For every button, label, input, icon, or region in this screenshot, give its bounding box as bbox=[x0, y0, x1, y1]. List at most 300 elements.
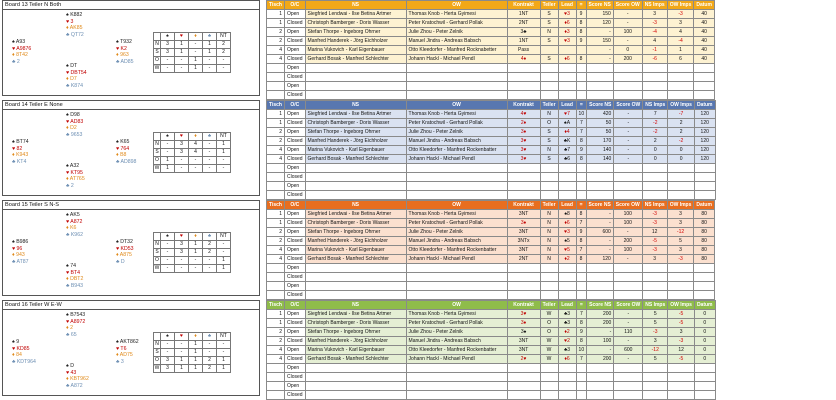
dd-cell: S bbox=[155, 249, 159, 255]
result-cell bbox=[667, 282, 694, 291]
hand-south bbox=[66, 163, 85, 189]
hand-suit-line: ♦ AD75 bbox=[116, 352, 133, 359]
column-header[interactable]: O/C bbox=[284, 101, 305, 110]
result-cell: Manuel Jindra - Andreas Babsch bbox=[406, 137, 507, 146]
result-cell bbox=[540, 82, 558, 91]
result-cell: Closed bbox=[284, 337, 305, 346]
dd-cell: W bbox=[154, 65, 160, 71]
dd-row bbox=[154, 165, 231, 173]
result-cell: Marina Vukovich - Karl Eigenbauer bbox=[305, 146, 406, 155]
column-header[interactable]: O/C bbox=[284, 201, 305, 210]
dd-suit-header: ♥ bbox=[175, 133, 189, 141]
dd-cell: - bbox=[189, 265, 203, 273]
column-header[interactable]: NS bbox=[305, 301, 406, 310]
result-cell: 4 bbox=[267, 146, 285, 155]
result-cell: 2 bbox=[267, 137, 285, 146]
column-header[interactable]: = bbox=[576, 101, 587, 110]
result-cell: - bbox=[613, 37, 642, 46]
result-cell bbox=[267, 373, 285, 382]
result-row[interactable] bbox=[267, 282, 715, 291]
result-cell: S bbox=[540, 137, 558, 146]
result-cell: Johann Hackl - Michael Pendl bbox=[406, 255, 507, 264]
result-cell bbox=[643, 373, 668, 382]
result-cell: Open bbox=[284, 328, 305, 337]
result-row[interactable] bbox=[267, 91, 715, 100]
column-header[interactable]: = bbox=[576, 1, 586, 10]
column-header[interactable]: Kontrakt bbox=[507, 1, 540, 10]
dd-cell: 3 bbox=[175, 149, 189, 157]
hand-suit-line: ♠ BT74 bbox=[12, 139, 29, 145]
result-cell: 3♦ bbox=[507, 128, 540, 137]
column-header[interactable]: Kontrakt bbox=[507, 201, 540, 210]
result-cell: - bbox=[587, 346, 614, 355]
result-row[interactable] bbox=[267, 382, 716, 391]
result-cell bbox=[406, 173, 507, 182]
result-cell: 3♥ bbox=[507, 146, 540, 155]
result-cell bbox=[267, 173, 285, 182]
result-cell: -1 bbox=[642, 46, 667, 55]
result-cell bbox=[613, 64, 642, 73]
dd-cell: - bbox=[175, 349, 189, 357]
result-cell: 40 bbox=[694, 10, 715, 19]
result-cell: Closed bbox=[284, 219, 305, 228]
column-header[interactable]: NS Imps bbox=[643, 101, 668, 110]
column-header[interactable]: NS bbox=[305, 101, 406, 110]
result-cell: 7 bbox=[576, 246, 586, 255]
result-cell: O bbox=[540, 319, 558, 328]
column-header[interactable]: Kontrakt bbox=[507, 101, 540, 110]
result-cell: 1 bbox=[267, 10, 285, 19]
result-row[interactable] bbox=[267, 346, 716, 355]
column-header[interactable]: OW bbox=[406, 101, 507, 110]
column-header[interactable]: O/C bbox=[284, 1, 305, 10]
result-cell bbox=[507, 364, 540, 373]
result-cell bbox=[267, 273, 285, 282]
result-cell: ♦6 bbox=[558, 355, 576, 364]
column-header[interactable]: Lead bbox=[558, 201, 576, 210]
dd-cell: - bbox=[203, 149, 217, 157]
result-cell: 40 bbox=[694, 55, 715, 64]
result-cell: 3 bbox=[642, 255, 667, 264]
dd-row bbox=[154, 249, 231, 257]
result-cell: ♣3 bbox=[558, 310, 576, 319]
result-row[interactable] bbox=[267, 337, 716, 346]
result-cell: 5 bbox=[643, 310, 668, 319]
result-cell bbox=[558, 64, 576, 73]
result-cell: Stefan Thorpe - Ingeborg Ohrner bbox=[305, 328, 406, 337]
result-cell bbox=[643, 364, 668, 373]
result-cell: - bbox=[614, 155, 643, 164]
column-header[interactable]: Tisch bbox=[267, 301, 285, 310]
dd-cell: O bbox=[155, 357, 159, 363]
result-row[interactable] bbox=[267, 28, 715, 37]
dd-cell: 1 bbox=[189, 241, 203, 249]
result-row[interactable] bbox=[267, 182, 716, 191]
board-section bbox=[0, 200, 836, 296]
hand-suit-line: ♦ K943 bbox=[12, 152, 29, 159]
results-table bbox=[266, 100, 716, 200]
hand-south bbox=[66, 263, 83, 289]
column-header[interactable]: Teiler bbox=[540, 201, 558, 210]
dd-cell: S bbox=[155, 149, 159, 155]
dd-cell: W bbox=[154, 265, 160, 271]
dd-header-row bbox=[154, 133, 231, 141]
column-header[interactable]: Lead bbox=[558, 301, 576, 310]
result-cell: 100 bbox=[613, 246, 642, 255]
column-header[interactable]: NS Imps bbox=[642, 1, 667, 10]
result-cell: 140 bbox=[587, 155, 614, 164]
column-header[interactable]: Lead bbox=[558, 101, 576, 110]
result-cell: Christoph Bamberger - Doris Wasser bbox=[305, 219, 406, 228]
result-row[interactable] bbox=[267, 328, 716, 337]
column-header[interactable]: Datum bbox=[694, 101, 715, 110]
result-row[interactable] bbox=[267, 237, 715, 246]
dd-cell: W bbox=[154, 165, 160, 171]
results-table bbox=[266, 300, 716, 400]
dd-suit-header: ♠ bbox=[161, 333, 175, 341]
result-cell: W bbox=[540, 337, 558, 346]
dd-cell: - bbox=[217, 57, 231, 65]
column-header[interactable]: OW bbox=[406, 201, 507, 210]
result-row[interactable] bbox=[267, 155, 716, 164]
result-cell bbox=[576, 282, 586, 291]
result-cell bbox=[576, 191, 587, 200]
hand-west bbox=[12, 239, 29, 265]
column-header[interactable]: Teiler bbox=[540, 301, 558, 310]
result-cell bbox=[406, 91, 507, 100]
result-row[interactable] bbox=[267, 37, 715, 46]
result-row[interactable] bbox=[267, 82, 715, 91]
column-header[interactable]: Score NS bbox=[586, 201, 613, 210]
result-cell: 8 bbox=[576, 319, 587, 328]
result-cell: ♥7 bbox=[558, 110, 576, 119]
result-cell: Johann Hackl - Michael Pendl bbox=[406, 155, 507, 164]
result-cell bbox=[613, 73, 642, 82]
column-header[interactable]: Datum bbox=[694, 301, 715, 310]
dd-cell: N bbox=[155, 141, 159, 147]
result-row[interactable] bbox=[267, 228, 715, 237]
result-row[interactable] bbox=[267, 64, 715, 73]
result-cell: Siegfried Lendwai - Ilse Betina Artmer bbox=[305, 110, 406, 119]
result-cell bbox=[694, 73, 715, 82]
result-cell: 420 bbox=[587, 110, 614, 119]
result-cell: 4 bbox=[267, 355, 285, 364]
result-cell: 50 bbox=[587, 128, 614, 137]
hand-suit-line: ♦ D2 bbox=[66, 125, 77, 132]
result-cell: ♠8 bbox=[558, 210, 576, 219]
hand-suit-line: ♣ K962 bbox=[66, 231, 83, 238]
result-cell: Gerhard Bosak - Manfred Schlechter bbox=[305, 155, 406, 164]
hand-suit-line: ♥ KT95 bbox=[66, 169, 83, 176]
result-row[interactable] bbox=[267, 19, 715, 28]
result-cell bbox=[540, 291, 558, 300]
result-cell bbox=[558, 373, 576, 382]
column-header[interactable]: = bbox=[576, 201, 586, 210]
column-header[interactable]: Score OW bbox=[613, 201, 642, 210]
result-row[interactable] bbox=[267, 164, 716, 173]
result-cell bbox=[267, 391, 285, 400]
column-header[interactable]: = bbox=[576, 301, 587, 310]
result-cell bbox=[642, 91, 667, 100]
result-cell bbox=[305, 391, 406, 400]
hand-suit-line: ♠ K882 bbox=[66, 12, 83, 18]
result-cell bbox=[613, 273, 642, 282]
hand-suit-line: ♥ 3 bbox=[66, 18, 74, 25]
hand-suit-line: ♠ A32 bbox=[66, 163, 80, 169]
result-row[interactable] bbox=[267, 246, 715, 255]
result-cell: - bbox=[613, 255, 642, 264]
hand-suit-line: ♣ 2 bbox=[12, 58, 20, 65]
dd-cell: 4 bbox=[189, 141, 203, 149]
column-header[interactable]: OW Imps bbox=[667, 201, 694, 210]
result-cell bbox=[694, 282, 715, 291]
result-row[interactable] bbox=[267, 255, 715, 264]
column-header[interactable]: NS Imps bbox=[643, 301, 668, 310]
result-cell bbox=[540, 164, 558, 173]
result-row[interactable] bbox=[267, 264, 715, 273]
result-cell: ♦3 bbox=[558, 28, 576, 37]
dd-cell: O bbox=[155, 157, 159, 163]
result-cell bbox=[668, 164, 695, 173]
result-cell: 4 bbox=[667, 28, 694, 37]
column-header[interactable]: O/C bbox=[284, 301, 305, 310]
result-cell bbox=[587, 182, 614, 191]
hand-north bbox=[66, 12, 84, 38]
result-cell bbox=[540, 264, 558, 273]
result-cell bbox=[507, 291, 540, 300]
dd-suit-header: ♦ bbox=[189, 233, 203, 241]
result-cell: W bbox=[540, 346, 558, 355]
result-row[interactable] bbox=[267, 10, 715, 19]
result-cell bbox=[267, 91, 285, 100]
column-header[interactable]: NS Imps bbox=[642, 201, 667, 210]
result-cell: ♦4 bbox=[558, 128, 576, 137]
result-row[interactable] bbox=[267, 46, 715, 55]
result-cell: 120 bbox=[586, 19, 613, 28]
result-row[interactable] bbox=[267, 128, 716, 137]
result-row[interactable] bbox=[267, 191, 716, 200]
dd-suit-header: ♥ bbox=[175, 233, 189, 241]
board-diagram bbox=[2, 300, 260, 396]
column-header[interactable]: Teiler bbox=[540, 101, 558, 110]
dd-cell: - bbox=[161, 341, 175, 349]
result-cell: Manuel Jindra - Andreas Babsch bbox=[406, 337, 507, 346]
result-cell bbox=[642, 291, 667, 300]
result-row[interactable] bbox=[267, 373, 716, 382]
result-cell bbox=[667, 273, 694, 282]
result-cell: 4 bbox=[267, 46, 285, 55]
result-cell: 7 bbox=[576, 219, 586, 228]
column-header[interactable]: Score OW bbox=[613, 1, 642, 10]
hand-suit-line: ♠ 9 bbox=[12, 339, 20, 345]
result-cell bbox=[507, 182, 540, 191]
column-header[interactable]: Score OW bbox=[614, 101, 643, 110]
hand-suit-line: ♠ D bbox=[66, 363, 74, 369]
result-cell: O bbox=[540, 328, 558, 337]
result-cell: 8 bbox=[576, 210, 586, 219]
column-header[interactable]: OW Imps bbox=[667, 1, 694, 10]
column-header[interactable]: Datum bbox=[694, 201, 715, 210]
dd-cell: - bbox=[217, 241, 231, 249]
column-header[interactable]: Teiler bbox=[540, 1, 558, 10]
result-cell: N bbox=[540, 255, 558, 264]
result-row[interactable] bbox=[267, 364, 716, 373]
column-header[interactable]: Tisch bbox=[267, 1, 285, 10]
hand-suit-line: ♣ D bbox=[116, 258, 125, 265]
result-row[interactable] bbox=[267, 173, 716, 182]
hand-north bbox=[66, 312, 85, 338]
result-cell: 3NT bbox=[507, 210, 540, 219]
result-cell: 3 bbox=[643, 337, 668, 346]
result-cell bbox=[614, 364, 643, 373]
result-row[interactable] bbox=[267, 319, 716, 328]
dd-cell: 3 bbox=[175, 249, 189, 257]
result-row[interactable] bbox=[267, 137, 716, 146]
result-cell bbox=[406, 373, 507, 382]
result-cell bbox=[540, 173, 558, 182]
dd-cell: 3 bbox=[161, 357, 175, 365]
dd-corner bbox=[154, 233, 161, 241]
dd-corner bbox=[154, 333, 161, 341]
hand-suit-line: ♣ KT4 bbox=[12, 158, 27, 165]
dd-cell: 1 bbox=[175, 357, 189, 365]
result-cell: Closed bbox=[284, 255, 305, 264]
result-cell: Open bbox=[284, 28, 305, 37]
result-cell: S bbox=[540, 55, 558, 64]
result-cell: Marina Vukovich - Karl Eigenbauer bbox=[305, 46, 406, 55]
result-cell: 4♥ bbox=[507, 110, 540, 119]
result-cell bbox=[694, 364, 715, 373]
hand-west bbox=[12, 339, 36, 365]
result-cell: Johann Hackl - Michael Pendl bbox=[406, 55, 507, 64]
result-cell: 120 bbox=[694, 137, 715, 146]
result-cell bbox=[613, 291, 642, 300]
hand-east bbox=[116, 39, 134, 65]
result-cell: Open bbox=[284, 110, 305, 119]
dd-suit-header: ♦ bbox=[189, 333, 203, 341]
column-header[interactable]: Score OW bbox=[614, 301, 643, 310]
result-row[interactable] bbox=[267, 391, 716, 400]
result-cell bbox=[613, 264, 642, 273]
result-cell: 12 bbox=[642, 228, 667, 237]
result-row[interactable] bbox=[267, 355, 716, 364]
result-cell: Open bbox=[284, 146, 305, 155]
result-cell bbox=[694, 373, 715, 382]
result-cell: N bbox=[540, 110, 558, 119]
result-row[interactable] bbox=[267, 119, 716, 128]
result-row[interactable] bbox=[267, 310, 716, 319]
result-cell: ♦2 bbox=[558, 255, 576, 264]
result-cell: 10 bbox=[576, 110, 587, 119]
result-row[interactable] bbox=[267, 73, 715, 82]
result-cell: 5 bbox=[643, 355, 668, 364]
result-row[interactable] bbox=[267, 55, 715, 64]
result-cell bbox=[507, 391, 540, 400]
result-cell: Open bbox=[284, 264, 305, 273]
result-row[interactable] bbox=[267, 146, 716, 155]
column-header[interactable]: OW Imps bbox=[668, 101, 695, 110]
result-row[interactable] bbox=[267, 219, 715, 228]
dd-cell: 1 bbox=[175, 365, 189, 373]
result-cell: 2 bbox=[267, 237, 285, 246]
result-row[interactable] bbox=[267, 291, 715, 300]
result-cell bbox=[406, 73, 507, 82]
column-header[interactable]: Score NS bbox=[587, 101, 614, 110]
dd-cell: S bbox=[155, 49, 159, 55]
result-cell: 140 bbox=[587, 146, 614, 155]
column-header[interactable]: Score NS bbox=[586, 1, 613, 10]
column-header[interactable]: Score NS bbox=[587, 301, 614, 310]
result-cell: 9 bbox=[576, 146, 587, 155]
column-header[interactable]: Datum bbox=[694, 1, 715, 10]
result-cell: N bbox=[540, 246, 558, 255]
result-cell: - bbox=[614, 137, 643, 146]
result-cell: 200 bbox=[587, 310, 614, 319]
column-header[interactable]: NS bbox=[305, 201, 406, 210]
dd-suit-header: ♠ bbox=[161, 133, 175, 141]
hand-north bbox=[66, 212, 83, 238]
column-header[interactable]: Tisch bbox=[267, 101, 285, 110]
result-cell: Siegfried Lendwai - Ilse Betina Artmer bbox=[305, 10, 406, 19]
result-cell bbox=[267, 73, 285, 82]
result-cell: -2 bbox=[643, 119, 668, 128]
column-header[interactable]: OW Imps bbox=[668, 301, 695, 310]
result-row[interactable] bbox=[267, 273, 715, 282]
result-cell bbox=[267, 291, 285, 300]
dd-cell: N bbox=[155, 41, 159, 47]
result-cell bbox=[614, 373, 643, 382]
result-cell bbox=[558, 191, 576, 200]
hand-suit-line: ♥ K2 bbox=[116, 45, 127, 52]
column-header[interactable]: OW bbox=[406, 301, 507, 310]
result-cell bbox=[613, 282, 642, 291]
result-cell: Closed bbox=[284, 373, 305, 382]
result-cell bbox=[586, 273, 613, 282]
column-header[interactable]: Lead bbox=[558, 1, 576, 10]
result-cell: - bbox=[586, 219, 613, 228]
result-cell bbox=[558, 273, 576, 282]
hand-suit-line: ♦ B8 bbox=[116, 152, 127, 159]
result-cell: 8 bbox=[576, 255, 586, 264]
result-cell: 0 bbox=[694, 346, 715, 355]
result-cell: 4 bbox=[267, 346, 285, 355]
column-header[interactable]: NS bbox=[305, 1, 406, 10]
result-cell: -3 bbox=[668, 337, 695, 346]
result-row[interactable] bbox=[267, 110, 716, 119]
result-cell bbox=[642, 64, 667, 73]
result-cell: ♦6 bbox=[558, 55, 576, 64]
result-row[interactable] bbox=[267, 210, 715, 219]
dd-cell: 1 bbox=[217, 257, 231, 265]
result-cell: 2 bbox=[267, 228, 285, 237]
hand-suit-line: ♠ A93 bbox=[12, 39, 26, 45]
result-cell: Marina Vukovich - Karl Eigenbauer bbox=[305, 346, 406, 355]
result-cell bbox=[587, 382, 614, 391]
column-header[interactable]: OW bbox=[406, 1, 507, 10]
result-cell: -4 bbox=[642, 28, 667, 37]
hand-north bbox=[66, 112, 83, 138]
column-header[interactable]: Tisch bbox=[267, 201, 285, 210]
result-cell: ♣6 bbox=[558, 155, 576, 164]
column-header[interactable]: Kontrakt bbox=[507, 301, 540, 310]
result-cell: 200 bbox=[587, 319, 614, 328]
dd-cell: - bbox=[161, 57, 175, 65]
result-cell: 8 bbox=[576, 155, 587, 164]
hand-suit-line: ♦ D7 bbox=[66, 76, 77, 83]
hand-suit-line: ♣ QT72 bbox=[66, 31, 84, 38]
result-cell bbox=[305, 64, 406, 73]
result-cell bbox=[558, 282, 576, 291]
